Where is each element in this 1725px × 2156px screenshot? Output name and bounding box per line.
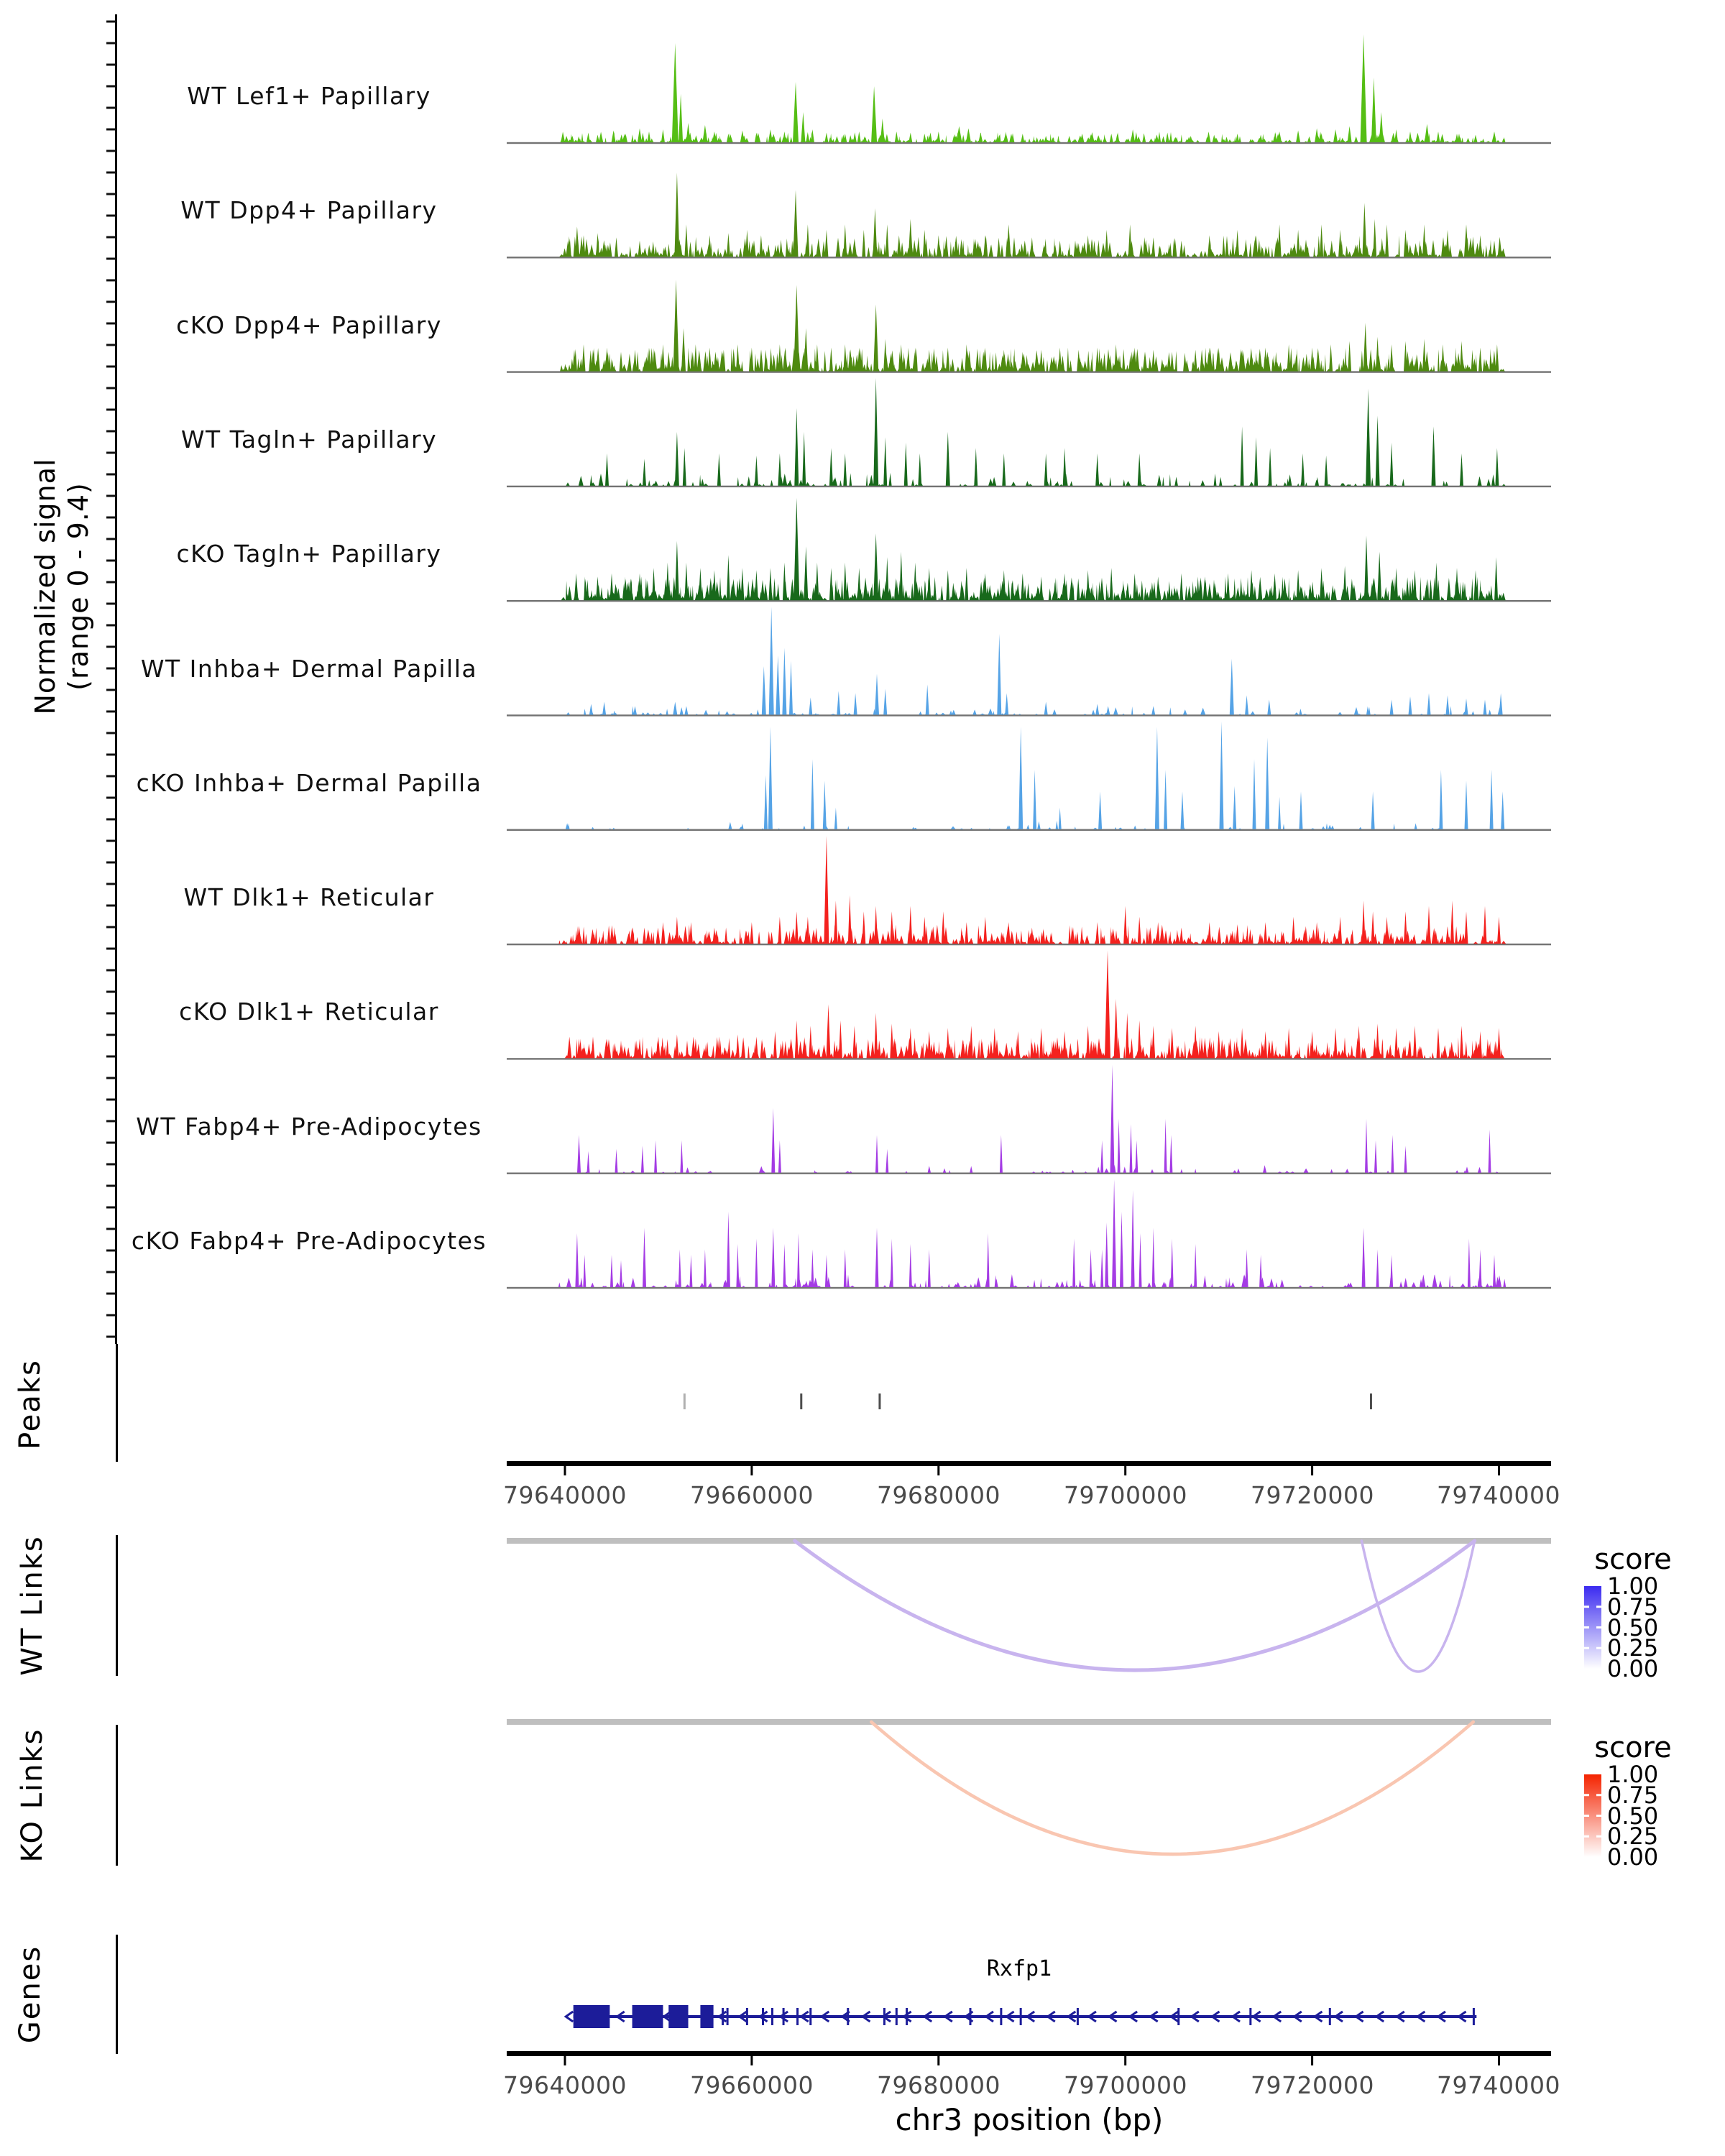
wt-legend-label-025: 0.25 <box>1607 1634 1659 1662</box>
axis1-tick-79740000: 79740000 <box>1437 1481 1560 1509</box>
ko-legend-label-025: 0.25 <box>1607 1823 1659 1850</box>
track-label-wt-dlk1: WT Dlk1+ Reticular <box>183 883 435 911</box>
gene-name-rxfp1: Rxfp1 <box>986 1956 1052 1981</box>
peaks-section-label: Peaks <box>14 1359 47 1450</box>
genes-section-label: Genes <box>14 1945 47 2044</box>
axis1-tick-79680000: 79680000 <box>877 1481 1000 1509</box>
track-label-wt-tagln: WT Tagln+ Papillary <box>180 425 438 453</box>
axis2-tick-79720000: 79720000 <box>1251 2071 1374 2099</box>
ko-legend-label-075: 0.75 <box>1607 1782 1659 1809</box>
wt-legend-label-075: 0.75 <box>1607 1593 1659 1621</box>
axis2-tick-79740000: 79740000 <box>1437 2071 1560 2099</box>
x-axis-title: chr3 position (bp) <box>895 2102 1164 2137</box>
axis2-tick-79640000: 79640000 <box>503 2071 627 2099</box>
wt-legend-label-000: 0.00 <box>1607 1655 1659 1682</box>
axis1-tick-79700000: 79700000 <box>1064 1481 1187 1509</box>
track-label-cko-dpp4: cKO Dpp4+ Papillary <box>176 311 442 339</box>
y-axis-label-line2: (range 0 - 9.4) <box>63 482 94 691</box>
track-label-cko-inhba: cKO Inhba+ Dermal Papilla <box>136 769 482 797</box>
track-label-wt-lef1: WT Lef1+ Papillary <box>187 82 431 110</box>
wt-links-section-label: WT Links <box>16 1535 49 1676</box>
axis2-tick-79680000: 79680000 <box>877 2071 1000 2099</box>
track-label-cko-fabp4: cKO Fabp4+ Pre-Adipocytes <box>131 1227 487 1255</box>
axis1-tick-79640000: 79640000 <box>503 1481 627 1509</box>
axis2-tick-79660000: 79660000 <box>690 2071 814 2099</box>
track-label-cko-tagln: cKO Tagln+ Papillary <box>176 540 442 568</box>
ko-legend-label-050: 0.50 <box>1607 1802 1659 1830</box>
axis1-tick-79720000: 79720000 <box>1251 1481 1374 1509</box>
track-label-wt-dpp4: WT Dpp4+ Papillary <box>180 196 438 224</box>
track-label-cko-dlk1: cKO Dlk1+ Reticular <box>179 998 439 1026</box>
axis1-tick-79660000: 79660000 <box>690 1481 814 1509</box>
ko-legend-label-100: 1.00 <box>1607 1761 1659 1788</box>
ko-legend-label-000: 0.00 <box>1607 1843 1659 1871</box>
wt-legend-label-100: 1.00 <box>1607 1572 1659 1600</box>
wt-legend-label-050: 0.50 <box>1607 1614 1659 1641</box>
track-label-wt-fabp4: WT Fabp4+ Pre-Adipocytes <box>136 1112 482 1141</box>
ko-links-section-label: KO Links <box>16 1728 49 1863</box>
axis2-tick-79700000: 79700000 <box>1064 2071 1187 2099</box>
track-label-wt-inhba: WT Inhba+ Dermal Papilla <box>140 655 478 683</box>
wt-links-legend-title: score <box>1594 1543 1672 1576</box>
y-axis-label-line1: Normalized signal <box>29 458 61 715</box>
ko-links-legend-title: score <box>1594 1731 1672 1764</box>
y-axis-label <box>29 227 98 946</box>
